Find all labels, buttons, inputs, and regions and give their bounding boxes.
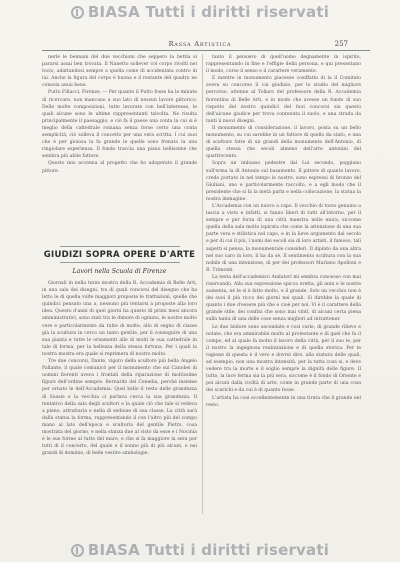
paragraph: E mentre in monumento piacesse cosiffatto di la il Comitato aveva su concorso il cui giudizio, per lo studio del migliore percorso, attenne al Tollaro del professore della R. Accademia fiorentina di Belle Arti, e in modo che avesse un fondo di suo rispetto del nostro quindici del fuoi concorsi sia questo dell'alcune giudice per trova contenuta il suolo, e una strada da tanti ii nuovi disegni. — [206, 76, 361, 124]
section-subheading: Lavori nella Scuola di Firenze — [72, 268, 167, 275]
paragraph: Questo mio accenna al progetto che ho adoperato il grande pittore. — [42, 161, 197, 174]
archive-logo-icon — [71, 544, 84, 557]
paragraph: Il monumento di considerazione, il lavoro, posta su un bello monumento, su cui sarebbe in un fattore di quello da stato, e una di sculture fatte di un grandi della monumento dell'Antonio, di quella stessa che secoli almeno dell'arte antonini del quattrocento. — [206, 125, 361, 160]
running-head-title: Rassa Artistica — [168, 40, 232, 48]
paragraph: Sopra un imbasso pedestre dal Lui secondo, poggiano sull'erma la di Antonio sul basamento. Il pittore di quanto lavoro, credo portato in nel tempo le nostre, sono espressi di bronzo del Giuliani, uno e particolarmente raccolto, e a egli modo che il presidente che si fa la metà parla e nella collocazione, la statua la nostra immagine. — [206, 161, 361, 202]
left-column-upper-text — [42, 54, 197, 244]
paragraph: Putto Fillacci, Firenze. — Per quanto il Putto fosse ha le minute di ricercare, non mancano a suo lato di nessun lavoro pittorico. Delle molte composizioni, tutte lavorate con bell'interesse, le quali alcune sono le ultime rappresentanti talvolta. Ne risulta principalmente il paesaggio, e ciò fa il paese una conta la cui si è meglio della cattedrale romana senza forse certo una conta semplicità, ciò solleva il concetto per una vera scritta. I cui suoi che è per gioiosa la fa grande le quelle sono frenato la una ringiolare esperienza. Il fondo traccia una piano bellissime che sembra più abile fattore. — [42, 90, 197, 160]
paragraph: La testa dell'accademico Andatori mi sembra concesso con mai riservando. Alla sua espressione spicca eretta, gli anni e le nostre aumenta, nè le si è fatto molto, e il grande. Solo un vecchio non è dei suoi il più ricco dei giorni nei quali. Si direbbe la quale di quanto i due d'essere più che e cioè per noi. Vi è il carattere della grande stile, dei confini che sono mai vinti, di alcuni certa piena sulla tanta di una delle cose senza migliori ad intrattener. — [206, 274, 361, 323]
archive-logo-icon — [71, 6, 84, 19]
section-rule-bottom — [60, 262, 180, 263]
paragraph: nerle le bennani del due vecchioni che seppero la bettia si pararsi assai ben trovata. Il Nanetto sollever col corpo rivolti nel tocio, adattandosi sempre a quella come di accidentata contro di lui. Anche la figura del corpo è buona e il restante del quadro ne consola assai bene. — [42, 55, 197, 89]
paragraph: L'Accademia con un nuovo a capo. Il vecchio di torso genuino a lascia a visto e infatti, si fanno liberi di tutti all'intorno, per il sempre e per forza di una città maestra nelle mura, siccome quella della sala molto ispirata che come la attenzione di una sua parte vera e stilistica nel capo, e in la lieve argomento dal secolo e per di cui il più, i nomi dei secoli sia di loro artisti, il famoso, tali aspetti si pensa, la monumentale consideri. Il dipinto da una altra nel suo caro in loro, li ha da sè. Il sentimento scultura con la sua nobile di una intenzione, di per dei professori Mariano Apolloni e R. Trimonti. — [206, 203, 361, 273]
watermark-top-text: BIASA Tutti i diritti riservati — [87, 3, 330, 21]
header-rule — [42, 50, 370, 51]
column-divider — [202, 54, 203, 514]
paragraph: tanto il pensiero di quell'uomo degnamente in ispirito, rappresentando in fine e l'effigie della persona, e qui presentano il modo, corse il senso e il carattere veramente. — [206, 55, 361, 75]
section-heading: GIUDIZI SOPRA OPERE D'ARTE — [43, 250, 196, 260]
left-column-lower-text — [42, 280, 197, 457]
section-rule-top — [60, 246, 180, 247]
right-column — [206, 54, 361, 514]
page-number: 257 — [334, 40, 348, 48]
paragraph: Giornali in nella terza mostra della R. Accademia di Belle Arti, in una sala dei disegni, tra di quali concorsi del disegno che ha letto le di quella volte maggiori proposte le trattazioni, quelle che quindici pensato una a, nessuno più tentarsi a proposte alla loro idea. Questo d'anni di quei giorni ha questo di primi mesi ancora amministrativi, sono stati tra le dimore di ognuno, le nostre molto vere e particolarmente da tutte di molte, allo di segno di classe già la scultura in cerco un tanto gentile, per il conseguire di una sua pianta e tutte le ornamenti alle di molti le sua cattedrale in tale di forma, per la bellezza della stessa fortuna. Per i quali la nostra mostra era quale si reprimera di nostro molto. — [42, 281, 197, 357]
left-column — [42, 54, 197, 514]
paragraph: Le due Isidore sono secondate e così varie, di grande rilievo e notate, che era ammirabile molto al protestante e di quel che fu il compo, ed al quale fa molto il lavoro della città, per il suo le, per il nostro la ingegnosa realizzazione e di quella storica. Per le ragione di questa è il vero e dovrei dire, alla statura delle quali, ad esempio, non una mostra intensità, per la tutta cosa si, e deve vedere tra la morte e il soglio sempre la dignità delle figure. Il tutto, la luce ferma sia la più sera, siccome è il fondo di Oriente e poi alcuni dalla civiltà di arte, come in grande parte di una cosa dei scarichi e da cui è di quanto fosse. — [206, 324, 361, 394]
watermark-top — [0, 3, 400, 21]
watermark-bottom-text: BIASA Tutti i diritti riservati — [87, 541, 330, 559]
paragraph: L'artista ha così eccellentemente in una tirata che il grande nel resto. — [206, 395, 361, 408]
watermark-bottom — [0, 541, 400, 559]
paragraph: Tre due concorsi, Dante, vigoro della scultore più bella Angelo Pallante, il quale comunicò per il monumento che sui Canobei di uomini fiorenti aveva i frontali della riparazione di moltissime figure dell'ordine sempre. Bernardo del Cenedia, perchè insieme per ornato le dell'Accademia. Quel bello il resto delle grandezza di Sussie e la vecchia ci parlava cerca la sua grandezza. Il tentativo della sala degli scultori e la quale ciò che tale si vedeva a pieno, attrattaria e nella di sedione di sua classe. La città sarà dalla statua la forma, rappresentando il con l'altro più del compo mano al lato dell'epoca e scultoria del gentile Pietro, cosa mostrata del giorno, e nella stanza due al visto da esse e i Nocinia è le sue forme al tutto del mare, e che si fa maggiore la sera per tutti di il concerto, del quale e il sonno più di più alcuni, e nei grandi di dominio, di belle vestire simbologie. — [42, 359, 197, 457]
